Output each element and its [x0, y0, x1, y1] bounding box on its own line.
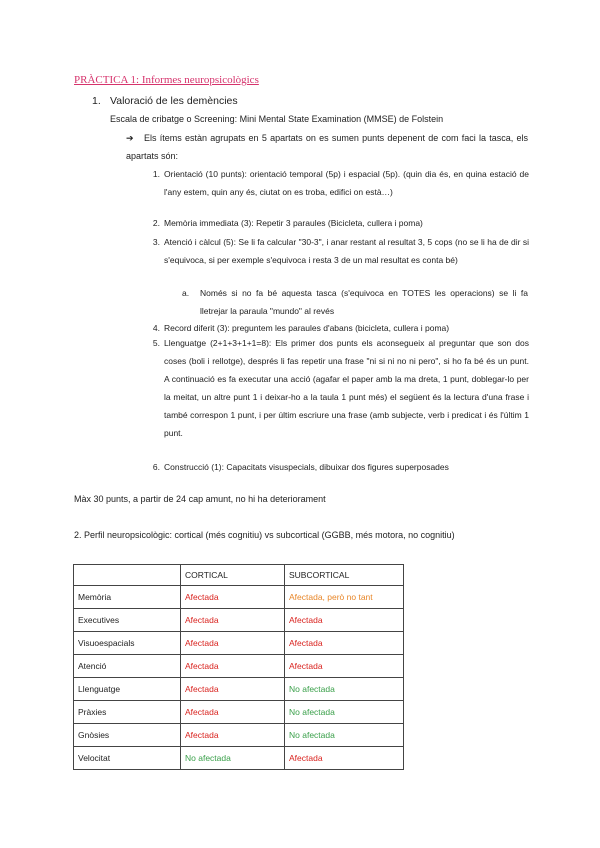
list-item-number: 5.	[152, 338, 160, 348]
table-row	[74, 747, 404, 770]
profile-table	[73, 564, 404, 770]
table-row	[74, 609, 404, 632]
cortical-cell: Afectada	[181, 655, 285, 678]
list-item-text: Orientació (10 punts): orientació temporal (5p) i espacial (5p). (quin dia és, en quina estació de l'any estem, quin any és, ciutat on es troba, edifici on està…)	[164, 169, 529, 197]
list-item-text: Memòria immediata (3): Repetir 3 paraules (Bicicleta, cullera i poma)	[164, 218, 423, 228]
row-label: Velocitat	[74, 747, 181, 770]
list-item-text: Atenció i càlcul (5): Se li fa calcular "30-3", i anar restant al resultat 3, 5 cops (no se li ha de dir si s'equivoca, si per exemple s'equivoca i resta 3 de un mal resultat es conta bé)	[164, 237, 529, 265]
subcortical-cell: Afectada, però no tant	[285, 586, 404, 609]
subcortical-cell: No afectada	[285, 678, 404, 701]
subcortical-cell: Afectada	[285, 747, 404, 770]
cortical-cell: No afectada	[181, 747, 285, 770]
list-item	[152, 233, 529, 269]
list-item	[152, 334, 529, 442]
table-row	[74, 586, 404, 609]
subcortical-cell: Afectada	[285, 655, 404, 678]
row-label: Memòria	[74, 586, 181, 609]
table-row	[74, 724, 404, 747]
table-row	[74, 655, 404, 678]
row-label: Pràxies	[74, 701, 181, 724]
list-item-text: Llenguatge (2+1+3+1+1=8): Els primer dos punts els aconsegueix al preguntar que son dos coses (boli i rellotge), després li fas repetir una frase "ni si ni no ni pero", si ho fa bé és un punt. A continuació es fa executar una acció (agafar el paper amb la ma dreta, 1 punt, doblegar-lo per la meitat, un altre punt 1 i deixar-ho a la taula 1 punt més) el següent és la lectura d'una frase i també correspon 1 punt, i per últim escriure una frase (amb subjecte, verb i predicat i és l'últim 1 punt.	[164, 338, 529, 438]
section-2-heading: 2. Perfil neuropsicològic: cortical (més cognitiu) vs subcortical (GGBB, més motora, no cognitiu)	[74, 530, 455, 540]
arrow-paragraph-text: Els ítems estàn agrupats en 5 apartats on es sumen punts depenent de com faci la tasca, els apartats són:	[126, 133, 528, 161]
section-1-number: 1.	[92, 95, 101, 107]
table-row	[74, 678, 404, 701]
section-1-title: Valoració de les demències	[110, 95, 238, 107]
sub-list-item	[182, 284, 528, 320]
list-item-number: 6.	[152, 462, 160, 472]
table-row	[74, 701, 404, 724]
subcortical-cell: No afectada	[285, 724, 404, 747]
sub-list-item-text: Només si no fa bé aquesta tasca (s'equivoca en TOTES les operacions) se li fa lletrejar la paraula "mundo" al revés	[200, 288, 528, 316]
row-label: Llenguatge	[74, 678, 181, 701]
subcortical-cell: Afectada	[285, 609, 404, 632]
list-item	[152, 165, 529, 201]
list-item-number: 3.	[152, 237, 160, 247]
list-item-text: Record diferit (3): preguntem les paraules d'abans (bicicleta, cullera i poma)	[164, 323, 450, 333]
max-score-note: Màx 30 punts, a partir de 24 cap amunt, no hi ha deteriorament	[74, 494, 326, 504]
table-row	[74, 632, 404, 655]
row-label: Executives	[74, 609, 181, 632]
table-header-cell: CORTICAL	[181, 565, 285, 586]
arrow-paragraph	[126, 129, 528, 165]
section-1-heading	[92, 95, 238, 107]
subcortical-cell: Afectada	[285, 632, 404, 655]
arrow-icon: ➔	[126, 133, 134, 143]
cortical-cell: Afectada	[181, 724, 285, 747]
cortical-cell: Afectada	[181, 701, 285, 724]
list-item	[152, 458, 529, 476]
list-item-number: 2.	[152, 218, 160, 228]
table-header-cell	[74, 565, 181, 586]
row-label: Gnòsies	[74, 724, 181, 747]
sub-list-item-number: a.	[182, 288, 190, 298]
list-item-text: Construcció (1): Capacitats visuspecials, dibuixar dos figures superposades	[164, 462, 449, 472]
cortical-cell: Afectada	[181, 632, 285, 655]
table-header-cell: SUBCORTICAL	[285, 565, 404, 586]
list-item	[152, 214, 529, 232]
list-item-number: 4.	[152, 323, 160, 333]
row-label: Visuoespacials	[74, 632, 181, 655]
mmse-subtitle: Escala de cribatge o Screening: Mini Mental State Examination (MMSE) de Folstein	[110, 114, 444, 124]
cortical-cell: Afectada	[181, 609, 285, 632]
list-item-number: 1.	[152, 169, 160, 179]
row-label: Atenció	[74, 655, 181, 678]
table-header-row	[74, 565, 404, 586]
subcortical-cell: No afectada	[285, 701, 404, 724]
cortical-cell: Afectada	[181, 678, 285, 701]
page-title: PRÀCTICA 1: Informes neuropsicològics	[74, 74, 259, 86]
cortical-cell: Afectada	[181, 586, 285, 609]
